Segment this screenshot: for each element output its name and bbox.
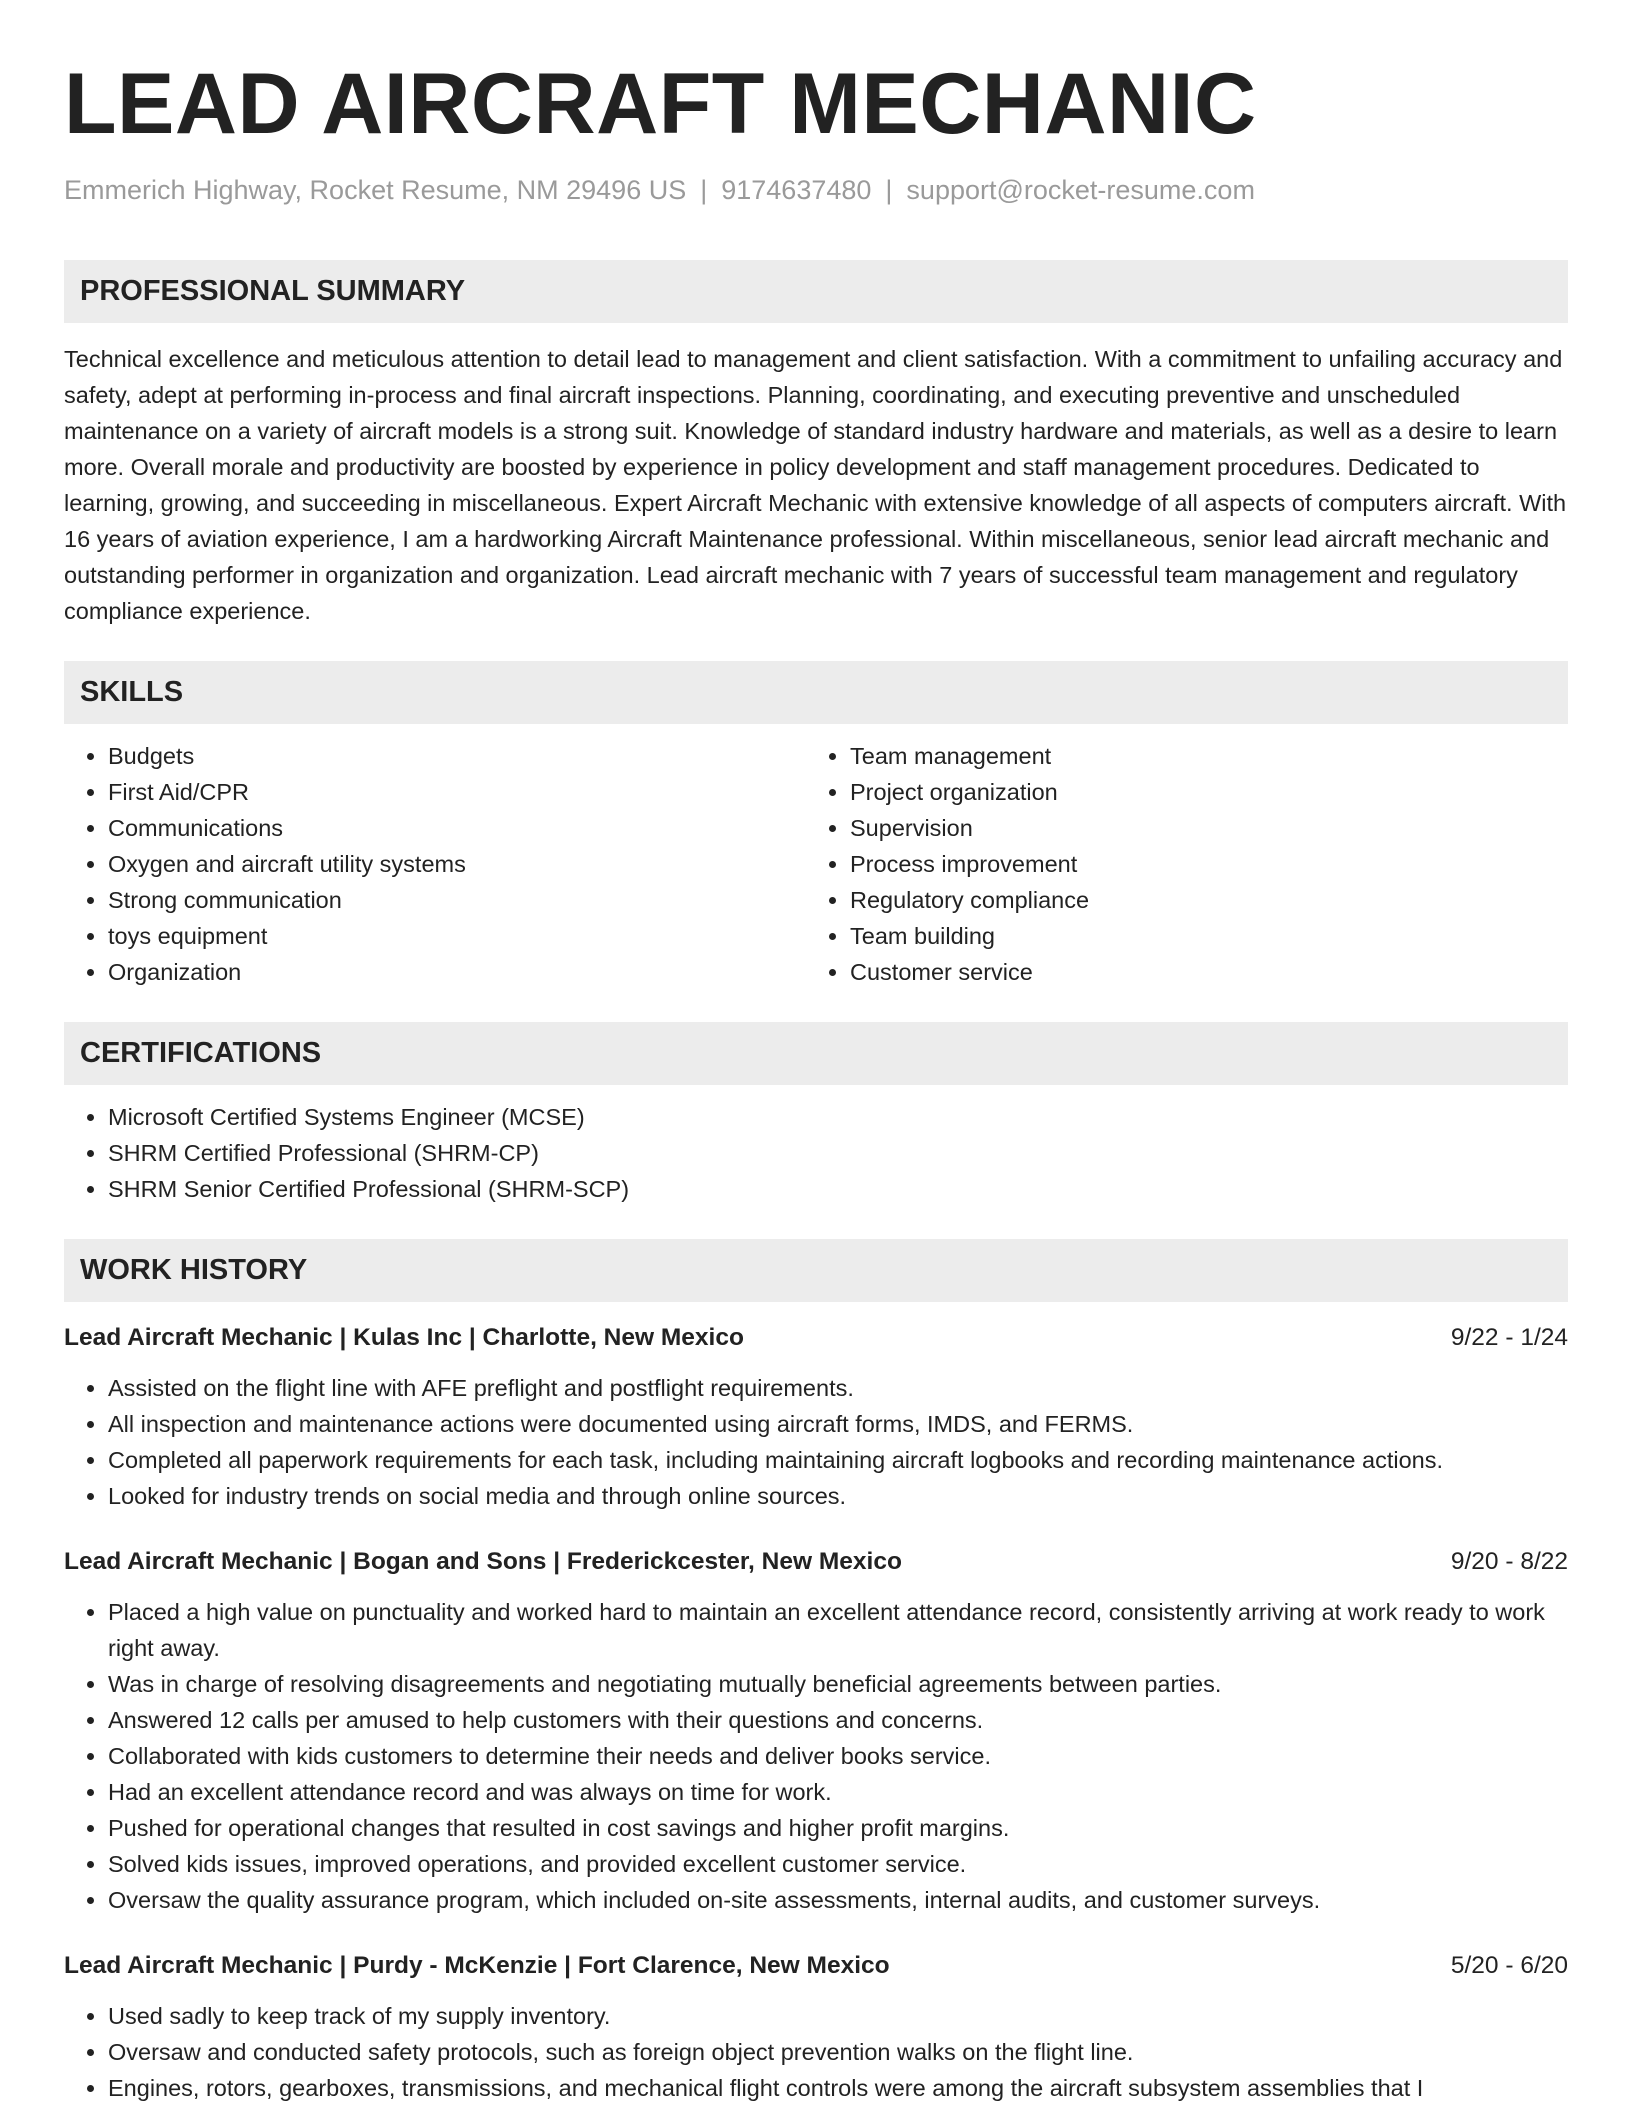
job-title: Lead Aircraft Mechanic | Kulas Inc | Charlotte, New Mexico xyxy=(64,1324,744,1351)
job-duty: • Had an excellent attendance record and was always on time for work. xyxy=(108,1774,1568,1810)
job-dates: 9/22 - 1/24 xyxy=(1450,1324,1568,1351)
job-duty: • Used sadly to keep track of my supply inventory. xyxy=(108,1998,1568,2034)
job-duties-list xyxy=(64,1370,1568,1514)
certifications-heading: CERTIFICATIONS xyxy=(64,1022,1568,1085)
skills-list-right xyxy=(806,738,1548,990)
skills-grid xyxy=(64,738,1568,990)
certification-item: • Microsoft Certified Systems Engineer (MCSE) xyxy=(108,1099,1568,1135)
certifications-list xyxy=(64,1099,1568,1207)
job-duty: • Oversaw and conducted safety protocols, such as foreign object prevention walks on the flight line. xyxy=(108,2034,1568,2070)
skill-item: • Oxygen and aircraft utility systems xyxy=(108,846,806,882)
skill-item: • Process improvement xyxy=(850,846,1548,882)
job-header xyxy=(64,1320,1568,1356)
contact-separator: | xyxy=(885,175,893,205)
job-duty: • Assisted on the flight line with AFE preflight and postflight requirements. xyxy=(108,1370,1568,1406)
job-title: Lead Aircraft Mechanic | Bogan and Sons | Frederickcester, New Mexico xyxy=(64,1548,902,1575)
skill-item: • toys equipment xyxy=(108,918,806,954)
contact-separator: | xyxy=(700,175,708,205)
resume-name-title: LEAD AIRCRAFT MECHANIC xyxy=(64,56,1257,152)
job-duty: • Completed all paperwork requirements for each task, including maintaining aircraft logbooks and recording maintenance actions. xyxy=(108,1442,1568,1478)
contact-line xyxy=(64,172,1568,208)
skills-heading: SKILLS xyxy=(64,661,1568,724)
skill-item: • Budgets xyxy=(108,738,806,774)
job-duty: • Was in charge of resolving disagreements and negotiating mutually beneficial agreements between parties. xyxy=(108,1666,1568,1702)
job-header xyxy=(64,1544,1568,1580)
skills-list-left xyxy=(64,738,806,990)
contact-phone: 9174637480 xyxy=(721,175,872,205)
job-entry xyxy=(64,1948,1568,2106)
skill-item: • Team building xyxy=(850,918,1548,954)
job-dates: 5/20 - 6/20 xyxy=(1450,1952,1568,1979)
job-title: Lead Aircraft Mechanic | Purdy - McKenzie | Fort Clarence, New Mexico xyxy=(64,1952,890,1979)
job-duty: • Pushed for operational changes that resulted in cost savings and higher profit margins. xyxy=(108,1810,1568,1846)
job-duties-list xyxy=(64,1998,1568,2106)
skill-item: • Supervision xyxy=(850,810,1548,846)
job-duties-list xyxy=(64,1594,1568,1918)
skill-item: • Strong communication xyxy=(108,882,806,918)
skill-item: • Regulatory compliance xyxy=(850,882,1548,918)
job-duty: • Answered 12 calls per amused to help customers with their questions and concerns. xyxy=(108,1702,1568,1738)
job-entry xyxy=(64,1320,1568,1514)
job-duty: • Collaborated with kids customers to determine their needs and deliver books service. xyxy=(108,1738,1568,1774)
skill-item: • Customer service xyxy=(850,954,1548,990)
job-dates: 9/20 - 8/22 xyxy=(1450,1548,1568,1575)
contact-email: support@rocket-resume.com xyxy=(906,175,1255,205)
certification-item: • SHRM Senior Certified Professional (SHRM-SCP) xyxy=(108,1171,1568,1207)
job-duty: • Oversaw the quality assurance program, which included on-site assessments, internal audits, and customer surveys. xyxy=(108,1882,1568,1918)
job-duty: • Engines, rotors, gearboxes, transmissions, and mechanical flight controls were among the aircraft subsystem assemblies that I xyxy=(108,2070,1568,2106)
skill-item: • Communications xyxy=(108,810,806,846)
skill-item: • Project organization xyxy=(850,774,1548,810)
job-duty: • Placed a high value on punctuality and worked hard to maintain an excellent attendance record, consistently arriving at work ready to work right away. xyxy=(108,1594,1568,1666)
skill-item: • Team management xyxy=(850,738,1548,774)
summary-heading: PROFESSIONAL SUMMARY xyxy=(64,260,1568,323)
job-entry xyxy=(64,1544,1568,1918)
skill-item: • Organization xyxy=(108,954,806,990)
job-duty: • Solved kids issues, improved operations, and provided excellent customer service. xyxy=(108,1846,1568,1882)
work-history-heading: WORK HISTORY xyxy=(64,1239,1568,1302)
job-duty: • All inspection and maintenance actions were documented using aircraft forms, IMDS, and FERMS. xyxy=(108,1406,1568,1442)
contact-address: Emmerich Highway, Rocket Resume, NM 29496 US xyxy=(64,175,687,205)
certification-item: • SHRM Certified Professional (SHRM-CP) xyxy=(108,1135,1568,1171)
job-header xyxy=(64,1948,1568,1984)
job-duty: • Looked for industry trends on social media and through online sources. xyxy=(108,1478,1568,1514)
summary-text: Technical excellence and meticulous attention to detail lead to management and client satisfaction. With a commitment to unfailing accuracy and safety, adept at performing in-process and final aircraft inspections. Planning, coordinating, and executing preventive and unscheduled maintenance on a variety of aircraft models is a strong suit. Knowledge of standard industry hardware and materials, as well as a desire to learn more. Overall morale and productivity are boosted by experience in policy development and staff management procedures. Dedicated to learning, growing, and succeeding in miscellaneous. Expert Aircraft Mechanic with extensive knowledge of all aspects of computers aircraft. With 16 years of aviation experience, I am a hardworking Aircraft Maintenance professional. Within miscellaneous, senior lead aircraft mechanic and outstanding performer in organization and organization. Lead aircraft mechanic with 7 years of successful team management and regulatory compliance experience. xyxy=(64,346,1567,624)
skill-item: • First Aid/CPR xyxy=(108,774,806,810)
